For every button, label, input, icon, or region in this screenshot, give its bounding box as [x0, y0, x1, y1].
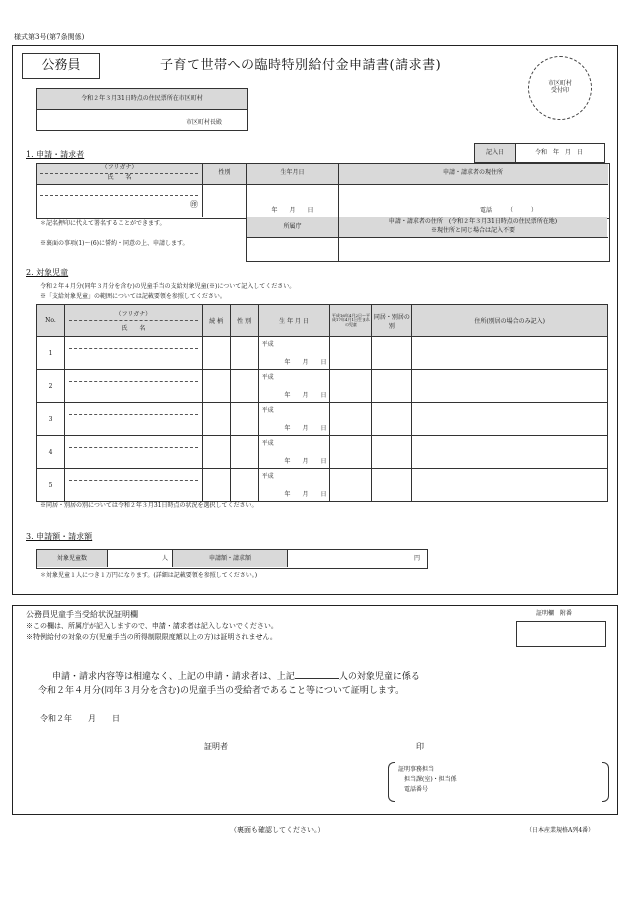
child-row	[37, 469, 608, 502]
address2-field[interactable]	[339, 238, 607, 260]
child-birth-field[interactable]	[258, 337, 330, 370]
child-birth-field[interactable]	[258, 403, 330, 436]
form-number: 様式第3号(第7条関係)	[14, 33, 85, 41]
child-special-field[interactable]	[330, 337, 372, 370]
birthdate-field[interactable]: 年 月 日	[271, 207, 314, 214]
child-address-field[interactable]	[412, 403, 608, 436]
col-furigana-label: （フリガナ）	[115, 311, 152, 318]
certifier-label: 証明者	[204, 742, 228, 751]
child-birth-field[interactable]	[258, 436, 330, 469]
section3-heading: 3. 申請額・請求額	[26, 532, 93, 541]
certificate-note1: ※この欄は、所属庁が記入しますので、申請・請求者は記入しないでください。	[26, 622, 278, 630]
seal-mark: ㊞	[190, 200, 198, 209]
child-no: 2	[37, 370, 65, 403]
child-relation-field[interactable]	[202, 403, 230, 436]
child-special-field[interactable]	[330, 436, 372, 469]
footer-right: （日本産業規格A列4番）	[526, 827, 595, 834]
child-cohabit-field[interactable]	[372, 436, 412, 469]
office-label: 所属庁	[283, 223, 302, 230]
child-birth-era: 平成	[261, 473, 274, 480]
child-gender-field[interactable]	[230, 403, 258, 436]
certificate-body1-b: 人の対象児童に係る	[338, 672, 420, 682]
consent-note: ※裏面の事項(1)～(6)に誓約・同意の上、申請します。	[40, 240, 189, 247]
child-birth-era: 平成	[261, 407, 274, 414]
col-birth: 生 年 月 日	[258, 305, 330, 337]
mayor-label: 市区町村長殿	[186, 119, 223, 126]
child-relation-field[interactable]	[202, 370, 230, 403]
child-birth-field[interactable]	[258, 469, 330, 502]
child-birth-value: 年 月 日	[284, 425, 327, 432]
child-gender-field[interactable]	[230, 469, 258, 502]
cert-number-field[interactable]	[516, 621, 606, 647]
child-gender-field[interactable]	[230, 436, 258, 469]
child-row	[37, 436, 608, 469]
child-no: 1	[37, 337, 65, 370]
child-name-field[interactable]	[64, 436, 202, 469]
child-special-field[interactable]	[330, 403, 372, 436]
col-name-label: 氏 名	[121, 325, 146, 332]
amount-field[interactable]: 円	[413, 555, 420, 562]
children-count-field[interactable]: 人	[161, 555, 168, 562]
certificate-title: 公務員児童手当受給状況証明欄	[26, 610, 138, 619]
col-special: 平成16年4月2日～平成17年4月1日生まれの児童	[330, 305, 372, 337]
child-special-field[interactable]	[330, 370, 372, 403]
col-no: No.	[37, 305, 65, 337]
amount-label: 申請額・請求額	[172, 550, 288, 567]
municipality-label: 令和２年３月31日時点の住民票所在市区町村	[36, 88, 248, 110]
child-birth-value: 年 月 日	[284, 491, 327, 498]
section1-heading: 1. 申請・請求者	[26, 150, 85, 159]
furigana-field[interactable]	[40, 195, 198, 196]
child-relation-field[interactable]	[202, 436, 230, 469]
certificate-body2: 令和２年４月分(同年３月分を含む)の児童手当の受給者であること等について証明します。	[38, 686, 405, 696]
office-field[interactable]	[247, 238, 338, 260]
child-birth-era: 平成	[261, 374, 274, 381]
child-cohabit-field[interactable]	[372, 337, 412, 370]
child-relation-field[interactable]	[202, 337, 230, 370]
child-name-field[interactable]	[64, 469, 202, 502]
certificate-note2: ※特例給付の対象の方(児童手当の所得制限限度額以上の方)は証明されません。	[26, 633, 277, 641]
child-row	[37, 370, 608, 403]
certificate-date[interactable]: 令和２年 月 日	[40, 714, 120, 723]
child-gender-field[interactable]	[230, 370, 258, 403]
child-birth-value: 年 月 日	[284, 359, 327, 366]
child-address-field[interactable]	[412, 337, 608, 370]
child-row	[37, 337, 608, 370]
col-name	[64, 305, 202, 337]
child-gender-field[interactable]	[230, 337, 258, 370]
col-address: 住所(別居の場合のみ記入)	[412, 305, 608, 337]
amount-note: ＊対象児童１人につき１万円になります。(詳細は記載要領を参照してください。)	[40, 572, 258, 579]
child-cohabit-field[interactable]	[372, 370, 412, 403]
child-address-field[interactable]	[412, 370, 608, 403]
contact-line3: 電話番号	[404, 786, 429, 793]
address2-label: 申請・請求者の住所 (令和２年３月31日時点の住民票所在地)	[388, 218, 558, 225]
category-box: 公務員	[22, 53, 100, 79]
child-name-field[interactable]	[64, 337, 202, 370]
contact-line1: 証明事務担当	[398, 766, 435, 773]
child-birth-era: 平成	[261, 341, 274, 348]
gender-label: 性別	[218, 169, 231, 176]
children-count-blank[interactable]	[295, 678, 339, 679]
name-label: 氏 名	[107, 174, 132, 181]
child-birth-era: 平成	[261, 440, 274, 447]
contact-line2: 担当課(室)・担当係	[404, 776, 457, 783]
section2-footnote: ※同居・別居の別については令和２年３月31日時点の状況を選択してください。	[40, 502, 258, 509]
reception-stamp: 市区町村 受付印	[528, 56, 592, 120]
section2-intro2: ※「支給対象児童」の範囲については記載要領を参照してください。	[40, 293, 226, 300]
entry-date-field[interactable]: 令和 年 月 日	[514, 143, 605, 163]
child-no: 3	[37, 403, 65, 436]
certificate-body1-a: 申請・請求内容等は相違なく、上記の申請・請求者は、上記	[52, 672, 295, 682]
birthdate-label: 生年月日	[280, 169, 305, 176]
col-relation: 続 柄	[202, 305, 230, 337]
child-special-field[interactable]	[330, 469, 372, 502]
address-label: 申請・請求者の現住所	[442, 169, 503, 176]
child-birth-field[interactable]	[258, 370, 330, 403]
child-address-field[interactable]	[412, 469, 608, 502]
footer-center: （裏面も確認してください。）	[230, 826, 325, 834]
cert-number-label: 証明欄 附番	[536, 610, 573, 617]
child-cohabit-field[interactable]	[372, 403, 412, 436]
address2-note: ※現住所と同じ場合は記入不要	[430, 227, 515, 234]
certificate-body1	[52, 672, 420, 683]
signature-note: ＊記名押印に代えて署名することができます。	[40, 220, 166, 227]
child-address-field[interactable]	[412, 436, 608, 469]
section2-heading: 2. 対象児童	[26, 268, 69, 277]
child-birth-value: 年 月 日	[284, 392, 327, 399]
child-no: 5	[37, 469, 65, 502]
col-cohabit: 同居・別居の別	[372, 305, 412, 337]
child-row	[37, 403, 608, 436]
child-birth-value: 年 月 日	[284, 458, 327, 465]
certifier-seal: 印	[416, 742, 424, 751]
entry-date-label: 記入日	[474, 143, 516, 163]
col-gender: 性 別	[230, 305, 258, 337]
form-title: 子育て世帯への臨時特別給付金申請書(請求書)	[160, 58, 442, 73]
child-cohabit-field[interactable]	[372, 469, 412, 502]
section2-intro1: 令和２年４月分(同年３月分を含む)の児童手当の支給対象児童(※)について記入してください。	[40, 283, 296, 290]
child-relation-field[interactable]	[202, 469, 230, 502]
child-no: 4	[37, 436, 65, 469]
children-table	[36, 304, 608, 502]
children-count-label: 対象児童数	[37, 550, 108, 567]
phone-field[interactable]: 電話 （ ）	[480, 207, 538, 214]
child-name-field[interactable]	[64, 403, 202, 436]
child-name-field[interactable]	[64, 370, 202, 403]
furigana-label: （フリガナ）	[101, 164, 138, 171]
